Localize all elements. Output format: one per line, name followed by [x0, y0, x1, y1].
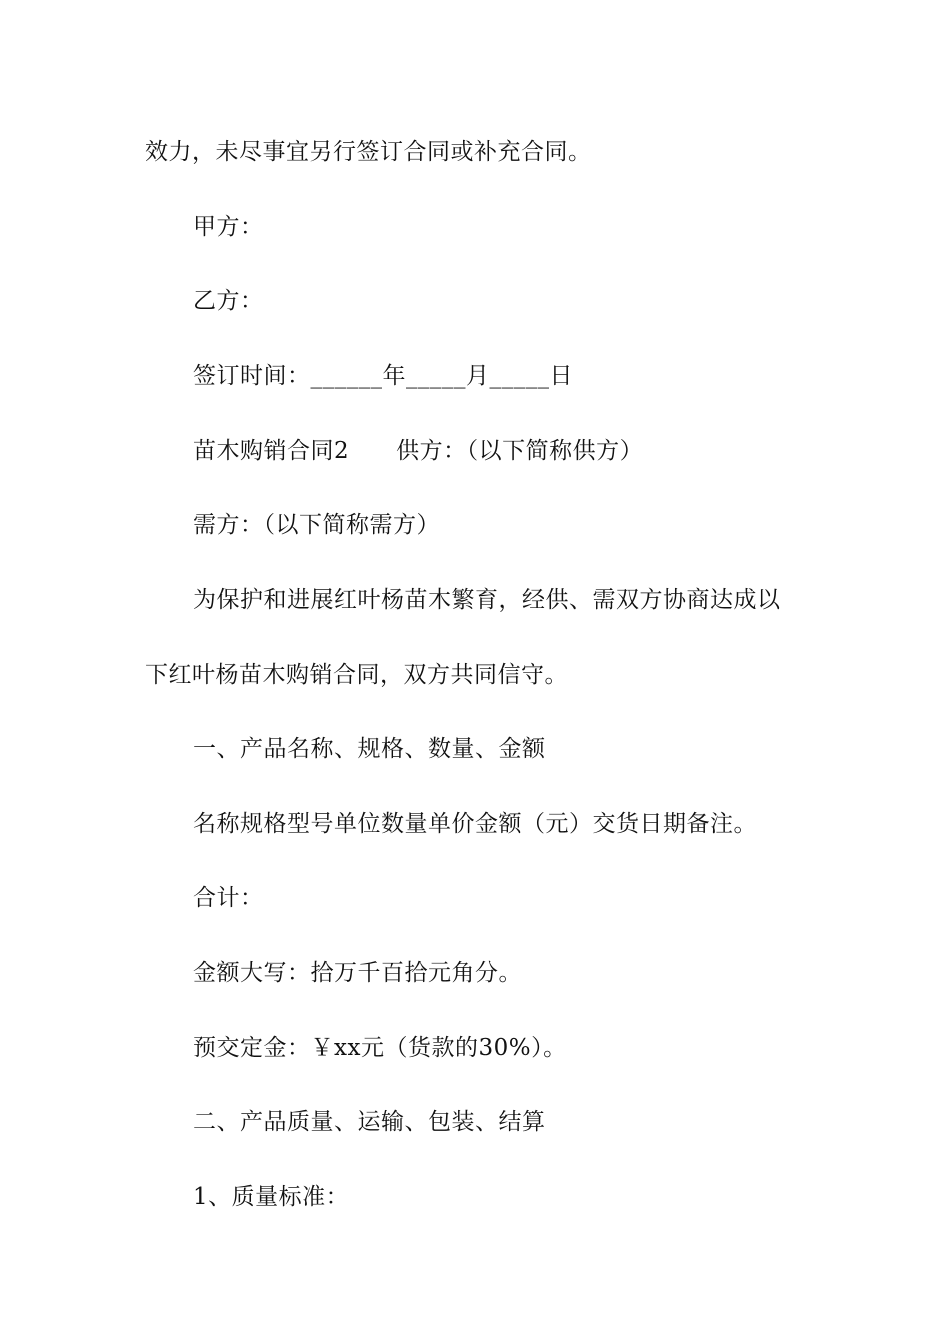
party-a-label: 甲方： — [193, 214, 264, 240]
buyer-line: 需方：（以下简称需方） — [193, 512, 440, 538]
amount-in-words-line: 金额大写：拾万千百拾元角分。 — [193, 960, 522, 986]
contract-title-supplier: 苗木购销合同2 供方：（以下简称供方） — [193, 438, 644, 464]
product-columns-line: 名称规格型号单位数量单价金额（元）交货日期备注。 — [193, 811, 757, 837]
section-1-heading: 一、产品名称、规格、数量、金额 — [193, 736, 546, 762]
party-b-label: 乙方： — [193, 288, 264, 314]
quality-standard-line: 1、质量标准： — [193, 1184, 350, 1210]
preamble-line-1: 为保护和进展红叶杨苗木繁育，经供、需双方协商达成以 — [193, 587, 781, 613]
section-2-heading: 二、产品质量、运输、包装、结算 — [193, 1109, 546, 1135]
text-line-continuation: 效力，未尽事宜另行签订合同或补充合同。 — [145, 139, 592, 165]
preamble-line-2: 下红叶杨苗木购销合同，双方共同信守。 — [145, 662, 568, 688]
deposit-line: 预交定金：￥xx元（货款的30%）。 — [193, 1035, 567, 1061]
signing-date-line: 签订时间：______年_____月_____日 — [193, 363, 573, 389]
total-label: 合计： — [193, 885, 264, 911]
